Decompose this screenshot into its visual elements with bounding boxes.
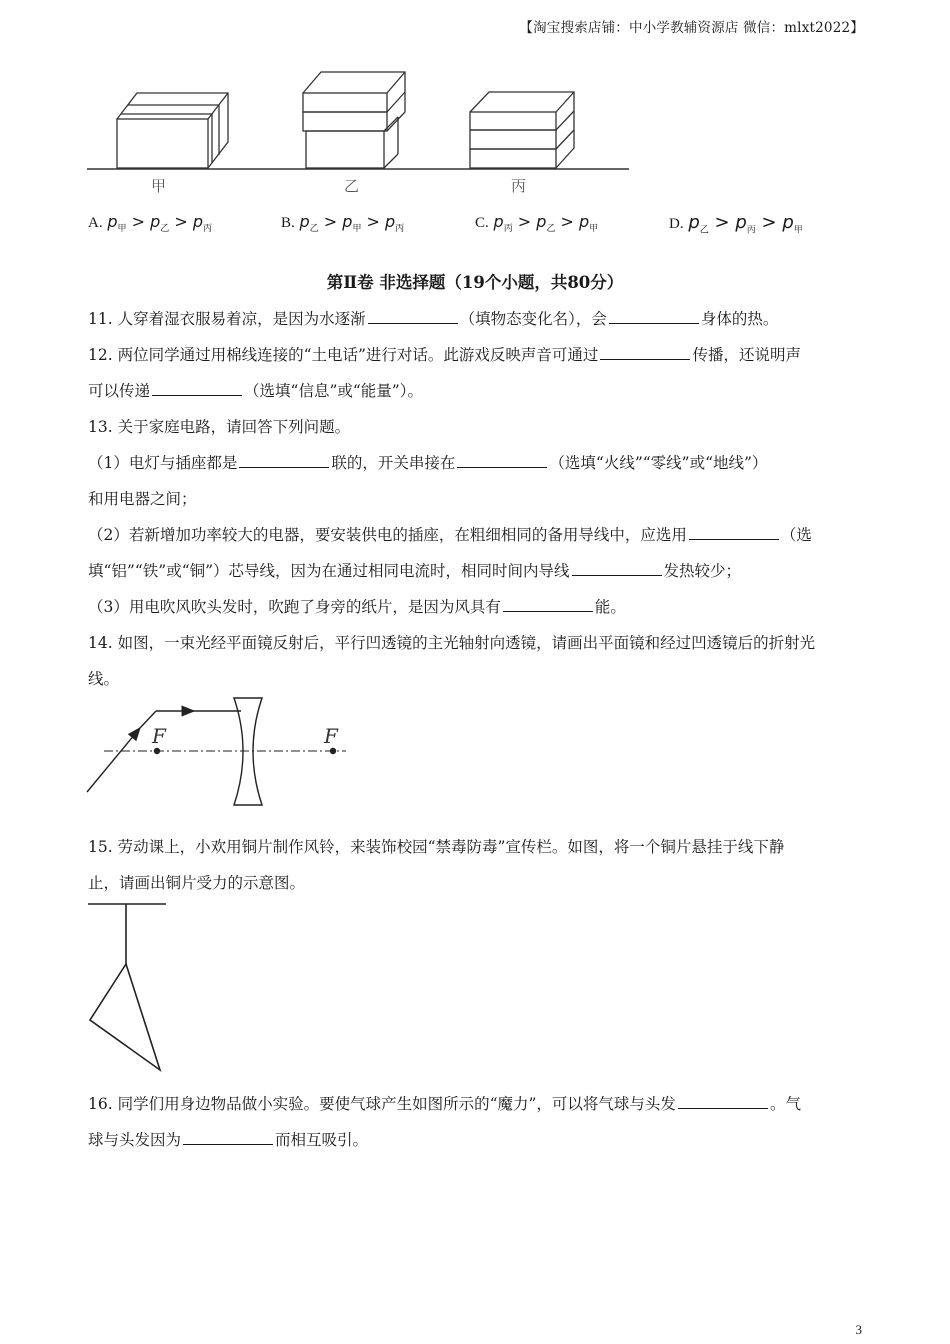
option-a[interactable]: A. $p_甲 > p_乙 > p_丙$ bbox=[88, 212, 213, 235]
focus-label-left: F bbox=[152, 724, 166, 748]
question-14-cont: 线。 bbox=[88, 670, 120, 688]
answer-blank[interactable] bbox=[609, 309, 699, 324]
answer-blank[interactable] bbox=[689, 525, 779, 540]
option-c[interactable]: C. $p_丙 > p_乙 > p_甲$ bbox=[475, 212, 599, 235]
question-13-part-3: （3）用电吹风吹头发时，吹跑了身旁的纸片，是因为风具有 能。 bbox=[88, 598, 626, 616]
option-letter: A. bbox=[88, 215, 103, 231]
answer-blank[interactable] bbox=[503, 597, 593, 612]
label-yi: 乙 bbox=[344, 177, 360, 195]
focus-label-right: F bbox=[324, 724, 338, 748]
question-13-title: 13. 关于家庭电路，请回答下列问题。 bbox=[88, 418, 351, 436]
brick-stacks-figure bbox=[84, 62, 634, 202]
question-11: 11. 人穿着湿衣服易着凉，是因为水逐渐 （填物态变化名），会 身体的热。 bbox=[88, 310, 779, 328]
question-15: 15. 劳动课上，小欢用铜片制作风铃，来装饰校园“禁毒防毒”宣传栏。如图，将一个铜片悬挂于线下静 bbox=[88, 838, 785, 856]
option-d[interactable]: D. $p_乙 > p_丙 > p_甲$ bbox=[669, 212, 803, 236]
question-13-part-1: （1）电灯与插座都是 联的，开关串接在 （选填“火线”“零线”或“地线”） bbox=[88, 454, 768, 472]
answer-blank[interactable] bbox=[600, 345, 690, 360]
answer-blank[interactable] bbox=[152, 381, 242, 396]
label-bing: 丙 bbox=[511, 177, 527, 195]
answer-blank[interactable] bbox=[572, 561, 662, 576]
option-letter: C. bbox=[475, 215, 489, 231]
concave-lens-figure bbox=[84, 690, 354, 810]
question-15-cont: 止，请画出铜片受力的示意图。 bbox=[88, 874, 306, 892]
answer-blank[interactable] bbox=[239, 453, 329, 468]
question-13-part-2-cont: 填“铝”“铁”或“铜”）芯导线，因为在通过相同电流时，相同时间内导线 发热较少； bbox=[88, 562, 742, 580]
option-letter: B. bbox=[281, 215, 295, 231]
option-b[interactable]: B. $p_乙 > p_甲 > p_丙$ bbox=[281, 212, 405, 235]
hanging-copper-plate-figure bbox=[84, 898, 174, 1078]
focus-point-right bbox=[330, 748, 336, 754]
answer-blank[interactable] bbox=[368, 309, 458, 324]
label-jia: 甲 bbox=[151, 177, 167, 195]
section-title: 第Ⅱ卷 非选择题（19个小题，共80分） bbox=[326, 273, 624, 292]
option-letter: D. bbox=[669, 216, 684, 232]
answer-blank[interactable] bbox=[678, 1094, 768, 1109]
question-12-line-1: 12. 两位同学通过用棉线连接的“土电话”进行对话。此游戏反映声音可通过 传播，还说明声 bbox=[88, 346, 801, 364]
brick-stack-yi bbox=[303, 72, 405, 168]
brick-stack-jia bbox=[117, 93, 228, 168]
question-13-part-2: （2）若新增加功率较大的电器，要安装供电的插座，在粗细相同的备用导线中，应选用 （选 bbox=[88, 526, 812, 544]
question-14: 14. 如图，一束光经平面镜反射后，平行凹透镜的主光轴射向透镜，请画出平面镜和经过凹透镜后的折射光 bbox=[88, 634, 816, 652]
question-13-part-1-cont: 和用电器之间； bbox=[88, 490, 197, 508]
answer-blank[interactable] bbox=[183, 1130, 273, 1145]
page-header: 【淘宝搜索店铺：中小学教辅资源店 微信：mlxt2022】 bbox=[519, 20, 864, 36]
answer-blank[interactable] bbox=[457, 453, 547, 468]
brick-stack-bing bbox=[470, 92, 574, 168]
question-16: 16. 同学们用身边物品做小实验。要使气球产生如图所示的“魔力”，可以将气球与头发 。气 bbox=[88, 1095, 801, 1113]
page-number: 3 bbox=[855, 1322, 862, 1337]
focus-point-left bbox=[154, 748, 160, 754]
question-12-line-2: 可以传递 （选填“信息”或“能量”）。 bbox=[88, 382, 423, 400]
question-16-cont: 球与头发因为 而相互吸引。 bbox=[88, 1131, 369, 1149]
